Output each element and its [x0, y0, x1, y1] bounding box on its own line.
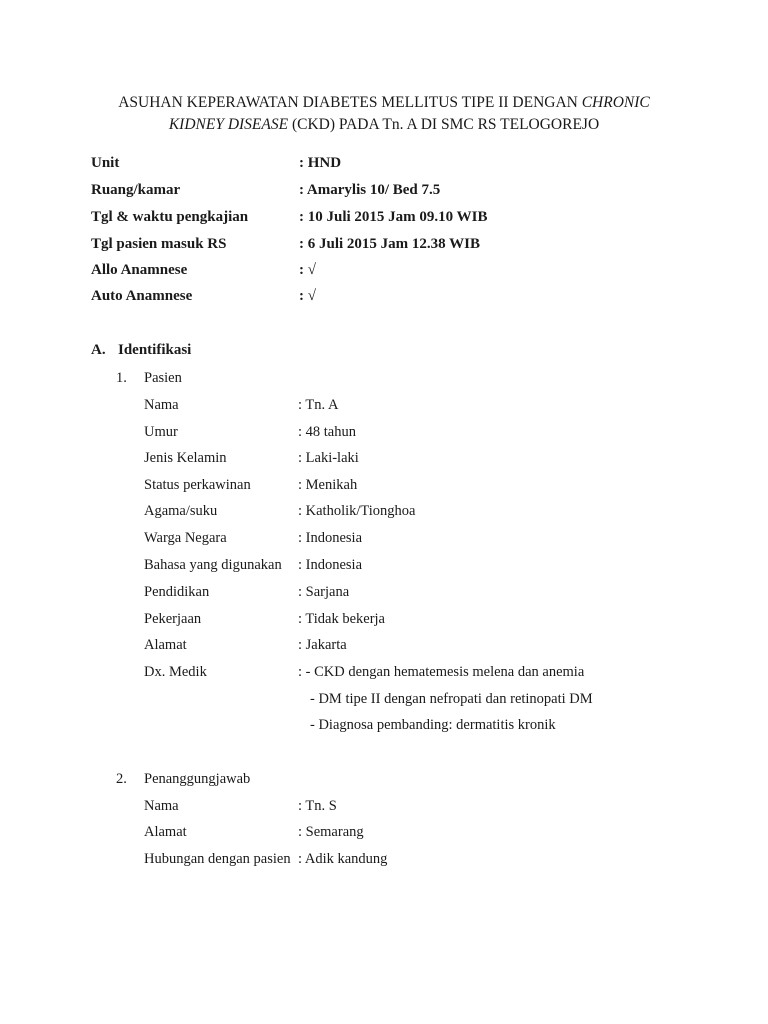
field-label: Nama: [144, 798, 179, 814]
document-title: [60, 92, 708, 136]
field-value: : Indonesia: [298, 530, 363, 546]
field-value: : 48 tahun: [298, 424, 356, 440]
field-value: : Tidak bekerja: [298, 611, 385, 627]
subsection-number: 1.: [116, 370, 127, 386]
header-value: : √: [299, 288, 316, 304]
header-label: Ruang/kamar: [91, 182, 181, 198]
header-label: Auto Anamnese: [91, 288, 193, 304]
field-label: Alamat: [144, 824, 187, 840]
header-value: : 6 Juli 2015 Jam 12.38 WIB: [299, 236, 480, 252]
title-line-1-italic: CHRONIC: [581, 94, 650, 111]
header-value: : 10 Juli 2015 Jam 09.10 WIB: [299, 209, 488, 225]
field-label: Jenis Kelamin: [144, 450, 227, 466]
field-label: Umur: [144, 424, 178, 440]
field-value: : Semarang: [298, 824, 364, 840]
field-value: : - CKD dengan hematemesis melena dan anemia: [298, 664, 585, 680]
field-label: Nama: [144, 397, 179, 413]
header-value: : √: [299, 262, 316, 278]
field-label: Agama/suku: [144, 503, 218, 519]
field-label: Warga Negara: [144, 530, 227, 546]
field-value: : Sarjana: [298, 584, 350, 600]
dx-medik-line-2: - DM tipe II dengan nefropati dan retinopati DM: [310, 691, 593, 707]
title-line-2: [60, 114, 708, 136]
subsection-title: Penanggungjawab: [144, 771, 251, 787]
title-line-1: [60, 92, 708, 114]
field-value: : Tn. A: [298, 397, 339, 413]
field-value: : Tn. S: [298, 798, 337, 814]
header-label: Tgl pasien masuk RS: [91, 236, 227, 252]
header-label: Allo Anamnese: [91, 262, 188, 278]
field-value: : Menikah: [298, 477, 358, 493]
title-line-2-text: (CKD) PADA Tn. A DI SMC RS TELOGOREJO: [288, 116, 600, 133]
field-value: : Laki-laki: [298, 450, 359, 466]
field-value: : Adik kandung: [298, 851, 388, 867]
header-label: Tgl & waktu pengkajian: [91, 209, 249, 225]
field-value: : Indonesia: [298, 557, 363, 573]
field-label: Status perkawinan: [144, 477, 251, 493]
title-line-1-text: ASUHAN KEPERAWATAN DIABETES MELLITUS TIPE II DENGAN: [118, 94, 582, 111]
title-line-2-italic: KIDNEY DISEASE: [168, 116, 289, 133]
field-label: Pendidikan: [144, 584, 210, 600]
dx-medik-line-3: - Diagnosa pembanding: dermatitis kronik: [310, 717, 556, 733]
subsection-number: 2.: [116, 771, 127, 787]
field-label: Bahasa yang digunakan: [144, 557, 282, 573]
field-value: : Katholik/Tionghoa: [298, 503, 416, 519]
section-title: Identifikasi: [118, 342, 192, 358]
header-value: : HND: [299, 155, 342, 171]
section-number: A.: [91, 342, 106, 358]
field-label: Dx. Medik: [144, 664, 207, 680]
field-label: Alamat: [144, 637, 187, 653]
field-label: Pekerjaan: [144, 611, 202, 627]
field-value: : Jakarta: [298, 637, 347, 653]
subsection-title: Pasien: [144, 370, 182, 386]
header-label: Unit: [91, 155, 120, 171]
header-value: : Amarylis 10/ Bed 7.5: [299, 182, 441, 198]
field-label: Hubungan dengan pasien: [144, 851, 291, 867]
